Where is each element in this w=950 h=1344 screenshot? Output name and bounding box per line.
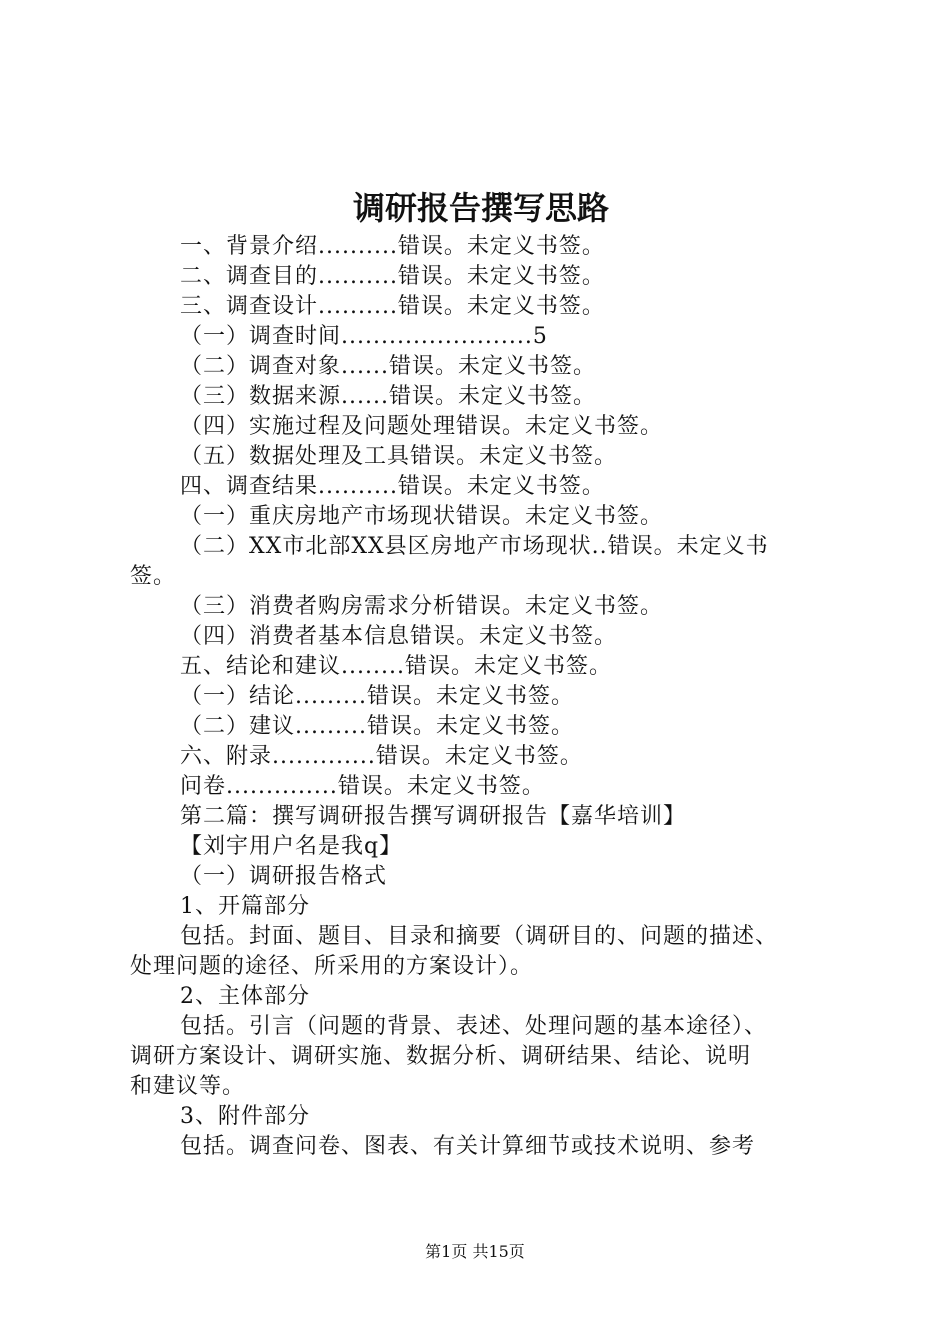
text-line: 处理问题的途径、所采用的方案设计）。 [130, 954, 534, 979]
page-footer: 第1页 共15页 [425, 1242, 525, 1261]
text-line: 【刘宇用户名是我q】 [180, 834, 403, 859]
text-line: （一）调查时间........................5 [180, 324, 548, 349]
text-line: 3、附件部分 [180, 1104, 310, 1129]
document-body [130, 232, 845, 1162]
text-line: 和建议等。 [130, 1074, 246, 1099]
text-line: 包括。引言（问题的背景、表述、处理问题的基本途径）、 [180, 1014, 768, 1039]
text-line: （一）结论.........错误。未定义书签。 [180, 684, 574, 709]
text-line: 一、背景介绍..........错误。未定义书签。 [180, 234, 605, 259]
text-line: （五）数据处理及工具错误。未定义书签。 [180, 444, 618, 469]
text-line: （一）重庆房地产市场现状错误。未定义书签。 [180, 504, 664, 529]
text-line: 签。 [130, 564, 177, 589]
text-line: （四）实施过程及问题处理错误。未定义书签。 [180, 414, 664, 439]
text-line: 四、调查结果..........错误。未定义书签。 [180, 474, 605, 499]
text-line: 二、调查目的..........错误。未定义书签。 [180, 264, 605, 289]
text-line: （二）调查对象......错误。未定义书签。 [180, 354, 596, 379]
text-line: 2、主体部分 [180, 984, 310, 1009]
text-line: （三）数据来源......错误。未定义书签。 [180, 384, 596, 409]
text-line: （一）调研报告格式 [180, 864, 388, 889]
text-line: 五、结论和建议........错误。未定义书签。 [180, 654, 612, 679]
text-line: 问卷..............错误。未定义书签。 [180, 774, 545, 799]
text-line: （四）消费者基本信息错误。未定义书签。 [180, 624, 618, 649]
document-title: 调研报告撰写思路 [352, 189, 609, 227]
text-line: 1、开篇部分 [180, 894, 310, 919]
text-line: 三、调查设计..........错误。未定义书签。 [180, 294, 605, 319]
text-line: 六、附录.............错误。未定义书签。 [180, 744, 583, 769]
text-line: 包括。封面、题目、目录和摘要（调研目的、问题的描述、 [180, 924, 779, 949]
text-line: 第二篇：撰写调研报告撰写调研报告【嘉华培训】 [180, 804, 687, 829]
text-line: （二）建议.........错误。未定义书签。 [180, 714, 574, 739]
text-line: 包括。调查问卷、图表、有关计算细节或技术说明、参考 [180, 1134, 756, 1159]
text-line: （三）消费者购房需求分析错误。未定义书签。 [180, 594, 664, 619]
text-line: 调研方案设计、调研实施、数据分析、调研结果、结论、说明 [130, 1044, 752, 1069]
text-line: （二）XX市北部XX县区房地产市场现状..错误。未定义书 [180, 534, 769, 559]
